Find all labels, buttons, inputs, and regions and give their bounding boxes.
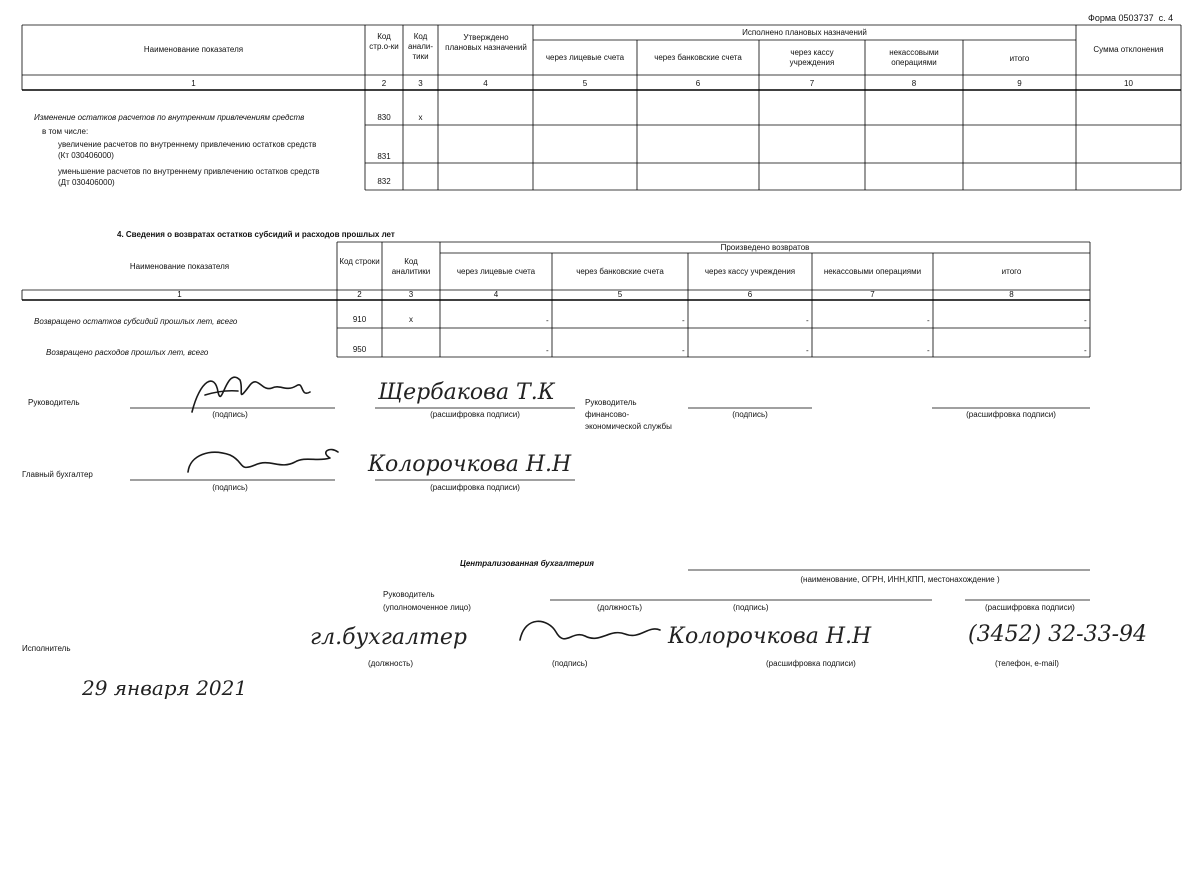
fin-head-signature-caption: (подпись) [732, 410, 768, 419]
t1-row-including: в том числе: [42, 127, 89, 136]
t1-row-832-name-1: уменьшение расчетов по внутреннему привлечению остатков средств [58, 167, 320, 176]
t1-header-total: итого [1009, 54, 1030, 63]
fin-head-label-3: экономической службы [585, 422, 672, 431]
t2-header-personal-accounts: через лицевые счета [456, 267, 536, 276]
t1-header-noncash: некассовыми операциями [889, 48, 939, 67]
executor-date-handwritten: 29 января 2021 [82, 676, 248, 700]
t1-row-832-code: 832 [377, 177, 391, 186]
t2-header-name: Наименование показателя [129, 262, 230, 271]
section4-title: 4. Сведения о возвратах остатков субсидий и расходов прошлых лет [117, 230, 395, 239]
form-code: Форма 0503737 с. 4 [1088, 13, 1174, 23]
t2-colnum: 7 [870, 290, 875, 299]
t1-colnum: 9 [1017, 79, 1022, 88]
t2-row-910-dash: - [682, 316, 685, 325]
t2-header-cashbox: через кассу учреждения [704, 267, 796, 276]
t2-header-total: итого [1001, 267, 1022, 276]
t2-header-noncash: некассовыми операциями [823, 267, 922, 276]
head-label: Руководитель [28, 398, 80, 407]
t2-colnum: 6 [747, 290, 753, 299]
executor-phone-handwritten: (3452) 32-33-94 [968, 622, 1147, 647]
t1-colnum: 10 [1124, 79, 1133, 88]
t2-header-returned-group: Произведено возвратов [720, 243, 810, 252]
centralized-org-caption: (наименование, ОГРН, ИНН,КПП, местонахождение ) [800, 575, 1000, 584]
t1-header-row-code: Код стр.о-ки [369, 32, 399, 51]
t1-colnum: 6 [695, 79, 701, 88]
t2-colnum: 3 [408, 290, 414, 299]
t2-row-950-code: 950 [352, 345, 367, 354]
t1-header-analytics: Код анали-тики [407, 32, 434, 61]
centralized-authorized-caption: (уполномоченное лицо) [383, 603, 471, 612]
t1-colnum: 2 [381, 79, 387, 88]
head-signature-caption: (подпись) [212, 410, 248, 419]
t1-header-name: Наименование показателя [143, 45, 244, 54]
executor-phone-caption: (телефон, e-mail) [995, 659, 1059, 668]
chief-accountant-label: Главный бухгалтер [22, 470, 93, 479]
centralized-decoding-caption: (расшифровка подписи) [985, 603, 1075, 612]
t1-header-bank-accounts: через банковские счета [654, 53, 742, 62]
t1-header-executed-group: Исполнено плановых назначений [742, 28, 867, 37]
centralized-head-label: Руководитель [383, 590, 435, 599]
t2-row-910-dash: - [546, 316, 549, 325]
t2-row-910-dash: - [806, 316, 809, 325]
t2-row-950-dash: - [1084, 346, 1087, 355]
fin-head-label-2: финансово- [585, 410, 630, 419]
chief-accountant-handwritten: Колорочкова Н.Н [368, 452, 572, 477]
t2-row-910-dash: - [1084, 316, 1087, 325]
t2-colnum: 1 [177, 290, 182, 299]
executor-signature-caption: (подпись) [552, 659, 588, 668]
t2-colnum: 8 [1009, 290, 1014, 299]
t1-colnum: 8 [911, 79, 917, 88]
t1-colnum: 5 [582, 79, 588, 88]
t1-row-831-name-2: (Кт 030406000) [58, 151, 114, 160]
t1-colnum: 4 [483, 79, 488, 88]
t2-row-950-dash: - [682, 346, 685, 355]
t1-colnum: 7 [809, 79, 815, 88]
t1-header-cashbox: через кассу учреждения [789, 48, 835, 67]
t2-colnum: 5 [617, 290, 623, 299]
executor-decoding-caption: (расшифровка подписи) [766, 659, 856, 668]
t1-header-personal-accounts: через лицевые счета [545, 53, 625, 62]
t2-row-910-dash: - [927, 316, 930, 325]
chief-accountant-signature-caption: (подпись) [212, 483, 248, 492]
t1-row-831-name-1: увеличение расчетов по внутреннему привлечению остатков средств [58, 140, 317, 149]
t2-header-analytics: Код аналитики [391, 257, 431, 276]
executor-position-handwritten: гл.бухгалтер [310, 625, 467, 650]
t2-header-row-code: Код строки [339, 257, 380, 266]
t2-row-910-name: Возвращено остатков субсидий прошлых лет, всего [34, 317, 238, 326]
centralized-signature-caption: (подпись) [733, 603, 769, 612]
t1-header-deviation: Сумма отклонения [1093, 45, 1164, 54]
t1-row-831-code: 831 [377, 152, 391, 161]
t2-row-950-dash: - [806, 346, 809, 355]
t1-colnum: 1 [191, 79, 196, 88]
executor-position-caption: (должность) [368, 659, 413, 668]
t1-row-832-name-2: (Дт 030406000) [58, 178, 115, 187]
t1-colnum: 3 [418, 79, 423, 88]
chief-accountant-decoding-caption: (расшифровка подписи) [430, 483, 520, 492]
fin-head-label-1: Руководитель [585, 398, 637, 407]
t1-row-830-analytics: x [418, 113, 423, 122]
head-name-handwritten: Щербакова Т.К [378, 380, 555, 405]
centralized-position-caption: (должность) [597, 603, 642, 612]
t1-row-830-name: Изменение остатков расчетов по внутренним привлечениям средств [34, 113, 305, 122]
t2-row-910-analytics: x [409, 315, 413, 324]
t2-row-950-dash: - [546, 346, 549, 355]
t1-header-approved: Утверждено плановых назначений [445, 33, 527, 52]
t2-row-950-dash: - [927, 346, 930, 355]
t2-row-950-name: Возвращено расходов прошлых лет, всего [46, 348, 209, 357]
executor-name-handwritten: Колорочкова Н.Н [668, 624, 872, 649]
fin-head-decoding-caption: (расшифровка подписи) [966, 410, 1056, 419]
t2-colnum: 2 [357, 290, 362, 299]
centralized-title: Централизованная бухгалтерия [460, 559, 594, 568]
t1-row-830-code: 830 [377, 113, 391, 122]
t2-row-910-code: 910 [352, 315, 367, 324]
head-decoding-caption: (расшифровка подписи) [430, 410, 520, 419]
t2-header-bank-accounts: через банковские счета [576, 267, 664, 276]
t2-colnum: 4 [493, 290, 499, 299]
executor-label: Исполнитель [22, 644, 71, 653]
